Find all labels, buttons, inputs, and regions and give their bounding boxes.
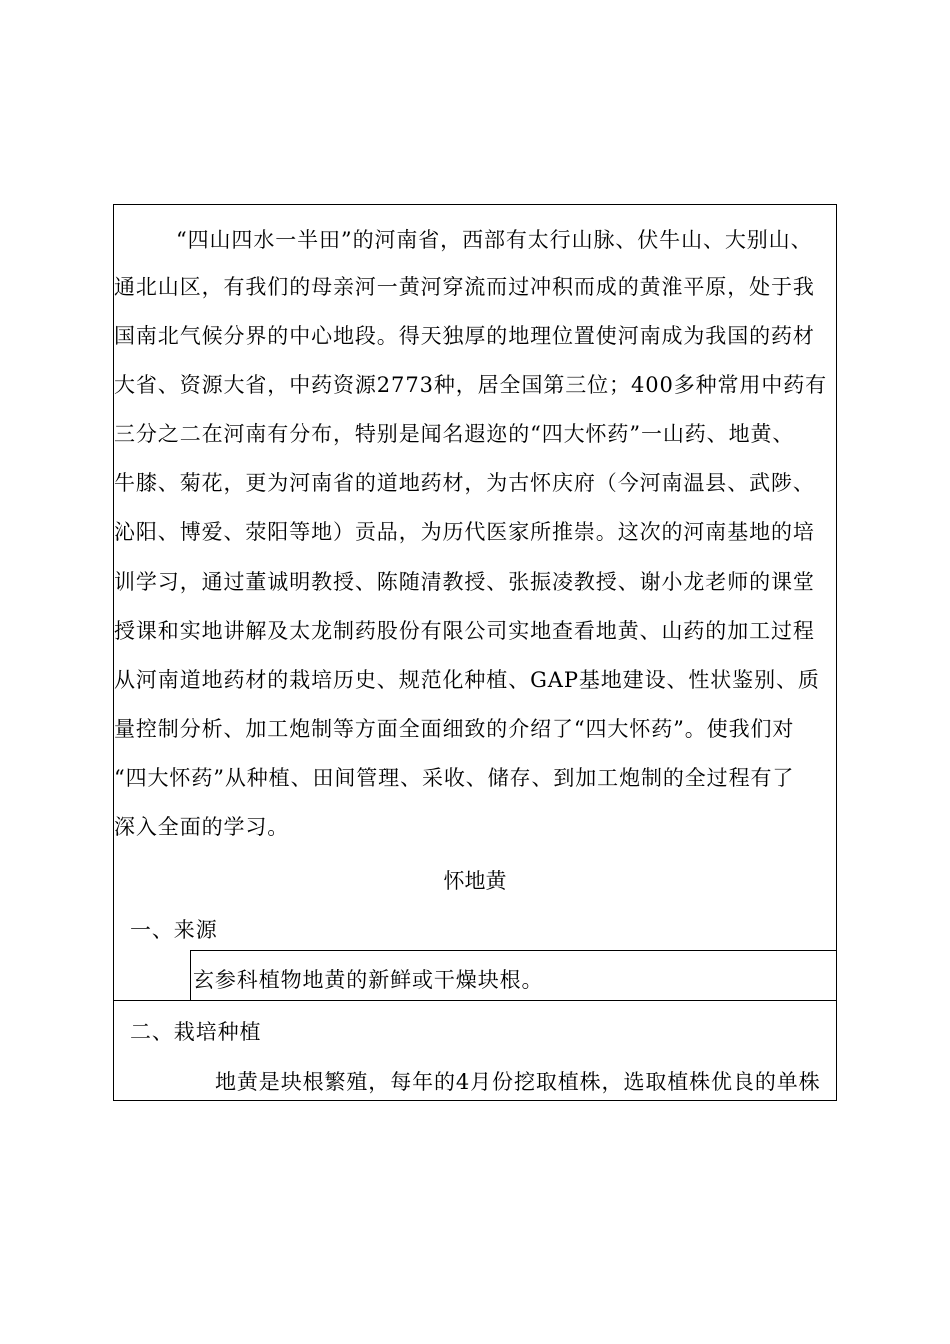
intro-line-13: 深入全面的学习。 <box>114 815 290 839</box>
intro-line-11: 量控制分析、加工炮制等方面全面细致的介绍了“四大怀药”。使我们对 <box>114 717 795 741</box>
intro-line-2: 通北山区，有我们的母亲河一黄河穿流而过冲积而成的黄淮平原，处于我 <box>114 275 815 299</box>
intro-line-6: 牛膝、菊花，更为河南省的道地药材，为古怀庆府（今河南温县、武陟、 <box>114 471 815 495</box>
intro-line-10: 从河南道地药材的栽培历史、规范化种植、GAP基地建设、性状鉴别、质 <box>114 668 820 692</box>
intro-line-3: 国南北气候分界的中心地段。得天独厚的地理位置使河南成为我国的药材 <box>114 324 815 348</box>
section1-content: 玄参科植物地黄的新鲜或干燥块根。 <box>193 968 544 992</box>
intro-line-5: 三分之二在河南有分布，特别是闻名遐迩的“四大怀药”一山药、地黄、 <box>114 422 795 446</box>
row-divider-2 <box>113 1000 837 1001</box>
intro-line-8: 训学习，通过董诚明教授、陈随清教授、张振凌教授、谢小龙老师的课堂 <box>114 570 815 594</box>
section1-heading: 一、来源 <box>130 918 218 942</box>
section2-heading: 二、栽培种植 <box>130 1020 262 1044</box>
intro-line-9: 授课和实地讲解及太龙制药股份有限公司实地查看地黄、山药的加工过程 <box>114 619 815 643</box>
intro-line-4: 大省、资源大省，中药资源2773种，居全国第三位；400多种常用中药有 <box>114 373 828 397</box>
section2-content: 地黄是块根繁殖，每年的4月份挖取植株，选取植株优良的单株 <box>215 1070 821 1094</box>
intro-line-1: “四山四水一半田”的河南省，西部有太行山脉、伏牛山、大别山、 <box>176 228 813 252</box>
section-title: 怀地黄 <box>443 869 507 893</box>
row-divider-1 <box>190 950 837 951</box>
cell-divider <box>190 950 191 1000</box>
intro-line-12: “四大怀药”从种植、田间管理、采收、储存、到加工炮制的全过程有了 <box>114 766 795 790</box>
intro-line-7: 沁阳、博爱、荥阳等地）贡品，为历代医家所推崇。这次的河南基地的培 <box>114 520 815 544</box>
